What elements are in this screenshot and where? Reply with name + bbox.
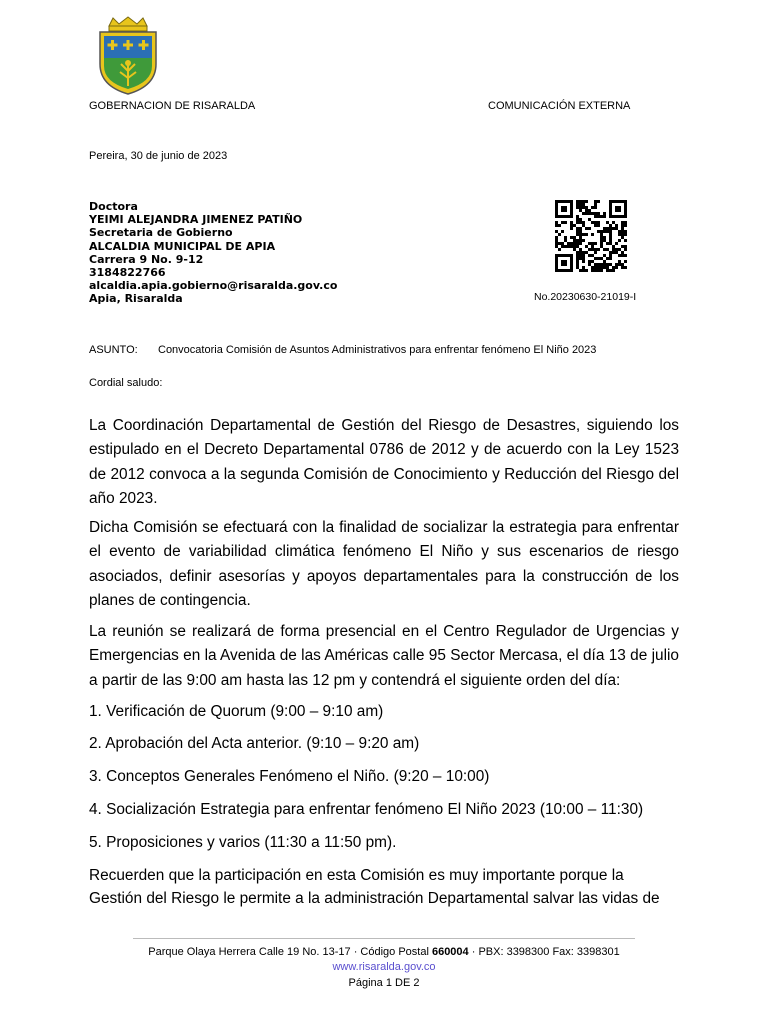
page-number: Página 1 DE 2 [348, 977, 420, 989]
greeting: Cordial saludo: [89, 377, 163, 389]
footer-address [0, 945, 768, 960]
footer-website-link[interactable]: www.risaralda.gov.co [332, 961, 436, 973]
body-paragraph-3: La reunión se realizará de forma presencial en el Centro Regulador de Urgencias y Emergencias en la Avenida de las Américas calle 95 Sector Mercasa, el día 13 de julio a partir de las 9:00 am hasta las 12 pm y contendrá el siguiente orden del día: [89, 623, 679, 689]
subject-text: Convocatoria Comisión de Asuntos Administrativos para enfrentar fenómeno El Niño 2023 [158, 344, 597, 356]
header-communication-type: COMUNICACIÓN EXTERNA [488, 100, 631, 112]
recipient-email: alcaldia.apia.gobierno@risaralda.gov.co [89, 279, 338, 293]
recipient-address: Carrera 9 No. 9-12 [89, 252, 204, 266]
recipient-phone: 3184822766 [89, 266, 166, 280]
footer-phone-text: · PBX: 3398300 Fax: 3398301 [468, 946, 620, 958]
qr-code [555, 200, 627, 272]
agenda-item: 2. Aprobación del Acta anterior. (9:10 – 9:20 am) [89, 735, 420, 752]
recipient-position: Secretaria de Gobierno [89, 226, 233, 240]
footer-divider [133, 938, 635, 939]
agenda-item: 4. Socialización Estrategia para enfrentar fenómeno El Niño 2023 (10:00 – 11:30) [89, 801, 644, 818]
body-paragraph-1: La Coordinación Departamental de Gestión del Riesgo de Desastres, siguiendo los estipulado en el Decreto Departamental 0786 de 2012 y de acuerdo con la Ley 1523 de 2012 convoca a la segunda Comisión de Conocimiento y Reducción del Riesgo del año 2023. [89, 417, 679, 507]
subject-label: ASUNTO: [89, 344, 138, 356]
closing-line: Gestión del Riesgo le permite a la administración Departamental salvar las vidas de [89, 890, 660, 907]
agenda-item: 3. Conceptos Generales Fenómeno el Niño. (9:20 – 10:00) [89, 768, 490, 785]
document-number: No.20230630-21019-I [534, 291, 637, 303]
recipient-block [89, 200, 449, 306]
agenda-item: 1. Verificación de Quorum (9:00 – 9:10 am) [89, 703, 384, 720]
body-paragraph-2: Dicha Comisión se efectuará con la finalidad de socializar la estrategia para enfrentar el evento de variabilidad climática fenómeno El Niño y sus escenarios de riesgo asociados, definir asesorías y apoyos departamentales para la construcción de los planes de contingencia. [89, 519, 679, 609]
recipient-name: YEIMI ALEJANDRA JIMENEZ PATIÑO [89, 213, 303, 227]
footer-postal-code: 660004 [431, 946, 469, 958]
recipient-city: Apia, Risaralda [89, 292, 183, 306]
closing-line: Recuerden que la participación en esta Comisión es muy importante porque la [89, 867, 624, 884]
header-organization: GOBERNACION DE RISARALDA [89, 100, 256, 112]
date-line: Pereira, 30 de junio de 2023 [89, 150, 228, 162]
recipient-title: Doctora [89, 200, 138, 213]
recipient-organization: ALCALDIA MUNICIPAL DE APIA [89, 239, 276, 253]
agenda-item: 5. Proposiciones y varios (11:30 a 11:50 pm). [89, 834, 397, 851]
coat-of-arms-emblem [95, 16, 161, 96]
footer-address-text: Parque Olaya Herrera Calle 19 No. 13-17 · Código Postal [148, 946, 432, 958]
